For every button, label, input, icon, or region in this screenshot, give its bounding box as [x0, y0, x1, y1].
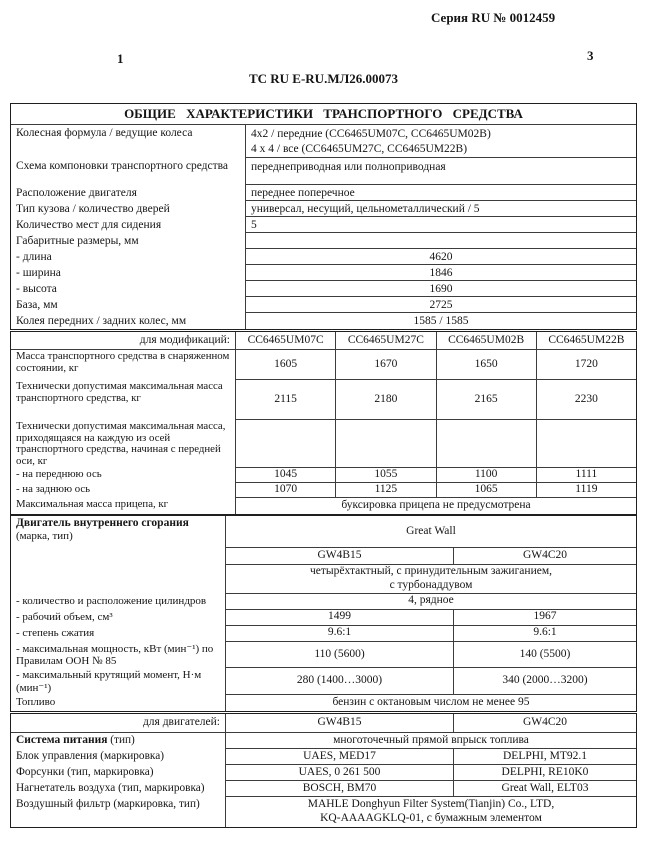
row-value: 4620: [246, 249, 636, 265]
table-row: [11, 313, 636, 329]
page-number-right: 3: [587, 48, 594, 63]
modification-column-header: CC6465UM27C: [335, 332, 435, 350]
table-row: [11, 610, 636, 626]
engines-header-label: для двигателей:: [11, 714, 226, 733]
table-row: [11, 765, 636, 781]
row-label: Технически допустимая максимальная масса, приходящаяся на каждую из осей транспортного средства, начиная с передней оси, кг: [11, 420, 236, 468]
row-label: [11, 548, 226, 565]
engines-header-row: [11, 714, 636, 733]
table-row: [11, 781, 636, 797]
table-row: [11, 350, 636, 380]
modifications-header-label: для модификаций:: [11, 332, 236, 350]
cell-value: Great Wall, ELT03: [453, 781, 636, 797]
fuel-system-type-row: [11, 733, 636, 749]
row-value: переднее поперечное: [246, 185, 636, 201]
cell-value: DELPHI, MT92.1: [453, 749, 636, 765]
trailer-mass-row: [11, 498, 636, 514]
row-label: - на переднюю ось: [11, 468, 236, 483]
table-row: [11, 483, 636, 498]
fuel-value: бензин с октановым числом не менее 95: [332, 695, 530, 708]
cell-value: 2230: [536, 380, 636, 420]
engine-table: [10, 515, 637, 712]
cell-value: 1605: [236, 350, 335, 380]
trailer-mass-value: буксировка прицепа не предусмотрена: [341, 499, 531, 512]
air-filter-row: [11, 797, 636, 827]
table-row: [11, 642, 636, 669]
series-number: Серия RU № 0012459: [431, 10, 556, 25]
row-label: - количество и расположение цилиндров: [11, 594, 226, 610]
table-row: [11, 468, 636, 483]
table-row: [11, 265, 636, 281]
row-label: - на заднюю ось: [11, 483, 236, 498]
engine-label-main: Двигатель внутреннего сгорания: [16, 517, 189, 529]
table-row: [11, 380, 636, 420]
row-label: Количество мест для сидения: [11, 217, 246, 233]
row-label: [11, 516, 226, 548]
row-label: Масса транспортного средства в снаряженном состоянии, кг: [11, 350, 236, 380]
air-filter-line2: KQ-AAAAGKLQ-01, с бумажным элементом: [320, 812, 542, 824]
row-label: - максимальный крутящий момент, Н·м (мин⁻¹): [11, 668, 226, 695]
row-label: Схема компоновки транспортного средства: [11, 158, 246, 185]
cell-value: 1720: [536, 350, 636, 380]
air-filter-line1: MAHLE Donghyun Filter System(Tianjin) Co., LTD,: [307, 798, 555, 811]
page-number-left: 1: [117, 51, 124, 66]
general-characteristics-table: [10, 103, 637, 330]
row-label: [11, 733, 226, 749]
row-label: Колея передних / задних колес, мм: [11, 313, 246, 329]
table-row: [11, 125, 636, 158]
row-label: Колесная формула / ведущие колеса: [11, 125, 246, 158]
cell-value: 1650: [436, 350, 536, 380]
table-row: [11, 594, 636, 610]
cell-value: 1119: [536, 483, 636, 498]
engine-column-header: GW4C20: [453, 714, 636, 733]
engine-model: GW4C20: [453, 548, 636, 565]
row-label: - максимальная мощность, кВт (мин⁻¹) по Правилам ООН № 85: [11, 642, 226, 669]
cell-value: 2165: [436, 380, 536, 420]
modifications-header-row: [11, 332, 636, 350]
modifications-table: [10, 331, 637, 515]
cell-value: 9.6:1: [226, 626, 453, 642]
cell-value: 140 (5500): [453, 642, 636, 669]
row-label: [11, 565, 226, 594]
table-row: [11, 158, 636, 185]
row-value: [246, 233, 636, 249]
row-label: Тип кузова / количество дверей: [11, 201, 246, 217]
row-label: Габаритные размеры, мм: [11, 233, 246, 249]
row-value: 2725: [246, 297, 636, 313]
table-row: [11, 217, 636, 233]
row-label: Максимальная масса прицепа, кг: [11, 498, 236, 514]
approval-number: ТС RU E-RU.МЛ26.00073: [248, 71, 399, 86]
row-label: - ширина: [11, 265, 246, 281]
fuel-system-label: [16, 734, 221, 748]
cell-value: BOSCH, BM70: [226, 781, 453, 797]
row-value: переднеприводная или полноприводная: [246, 158, 636, 185]
cell-value: 1100: [436, 468, 536, 483]
cell-value: 1499: [226, 610, 453, 626]
cell-value: [236, 420, 335, 468]
cell-value: 110 (5600): [226, 642, 453, 669]
cell-value: 4, рядное: [226, 594, 636, 610]
cell-value: UAES, 0 261 500: [226, 765, 453, 781]
modification-column-header: CC6465UM07C: [236, 332, 335, 350]
fuel-row: [11, 695, 636, 711]
row-value: 1585 / 1585: [413, 315, 469, 328]
table-row: [11, 281, 636, 297]
row-value: универсал, несущий, цельнометаллический / 5: [246, 201, 636, 217]
cell-value: [436, 420, 536, 468]
row-value: 5: [246, 217, 636, 233]
row-label: Воздушный фильтр (маркировка, тип): [11, 797, 226, 827]
cell-value: DELPHI, RE10K0: [453, 765, 636, 781]
row-label: Расположение двигателя: [11, 185, 246, 201]
fuel-system-table: [10, 713, 637, 828]
cell-value: 9.6:1: [453, 626, 636, 642]
cell-value: 1125: [335, 483, 435, 498]
air-filter-value: [226, 797, 636, 827]
cell-value: 1670: [335, 350, 435, 380]
row-label: - рабочий объем, см³: [11, 610, 226, 626]
table-row: [11, 626, 636, 642]
cell-value: 1065: [436, 483, 536, 498]
engine-type: [226, 565, 636, 594]
table-row: [11, 233, 636, 249]
cell-value: [335, 420, 435, 468]
cell-value: UAES, MED17: [226, 749, 453, 765]
wheel-formula-line2: 4 х 4 / все (CC6465UM27C, CC6465UM22B): [251, 143, 468, 155]
fuel-system-label-main: Система питания: [16, 734, 108, 746]
row-label: Блок управления (маркировка): [11, 749, 226, 765]
table-row: [11, 668, 636, 695]
engine-type-row: [11, 565, 636, 594]
table-row: [11, 201, 636, 217]
fuel-system-value: многоточечный прямой впрыск топлива: [226, 733, 636, 749]
table-row: [11, 185, 636, 201]
row-label: Форсунки (тип, маркировка): [11, 765, 226, 781]
wheel-formula-line1: 4x2 / передние (CC6465UM07C, CC6465UM02B): [251, 128, 491, 140]
engine-model: GW4B15: [226, 548, 453, 565]
engine-label-sub: (марка, тип): [16, 529, 73, 542]
engine-brand-row: [11, 516, 636, 548]
cell-value: 1967: [453, 610, 636, 626]
engine-models-row: [11, 548, 636, 565]
row-label: - высота: [11, 281, 246, 297]
row-label: - длина: [11, 249, 246, 265]
fuel-system-label-sub: (тип): [110, 734, 135, 746]
cell-value: 1111: [536, 468, 636, 483]
table-row: [11, 297, 636, 313]
table-row: [11, 420, 636, 468]
cell-value: 1070: [236, 483, 335, 498]
row-label: Нагнетатель воздуха (тип, маркировка): [11, 781, 226, 797]
cell-value: 1055: [335, 468, 435, 483]
cell-value: [536, 420, 636, 468]
row-value: 1690: [246, 281, 636, 297]
engine-type-line2: с турбонаддувом: [389, 578, 473, 591]
engine-brand: Great Wall: [226, 516, 636, 548]
cell-value: 280 (1400…3000): [226, 668, 453, 695]
table-row: [11, 249, 636, 265]
cell-value: 1045: [236, 468, 335, 483]
row-label: Технически допустимая максимальная масса транспортного средства, кг: [11, 380, 236, 420]
modification-column-header: CC6465UM22B: [536, 332, 636, 350]
modification-column-header: CC6465UM02B: [436, 332, 536, 350]
row-label: Топливо: [11, 695, 226, 711]
engine-column-header: GW4B15: [226, 714, 453, 733]
cell-value: 2115: [236, 380, 335, 420]
row-value: 1846: [246, 265, 636, 281]
table-title: ОБЩИЕ ХАРАКТЕРИСТИКИ ТРАНСПОРТНОГО СРЕДСТВА: [11, 104, 636, 125]
cell-value: 2180: [335, 380, 435, 420]
engine-type-line1: четырёхтактный, с принудительным зажиганием,: [310, 565, 552, 577]
cell-value: 340 (2000…3200): [453, 668, 636, 695]
row-label: База, мм: [11, 297, 246, 313]
row-value: [246, 125, 636, 158]
table-row: [11, 749, 636, 765]
row-label: - степень сжатия: [11, 626, 226, 642]
